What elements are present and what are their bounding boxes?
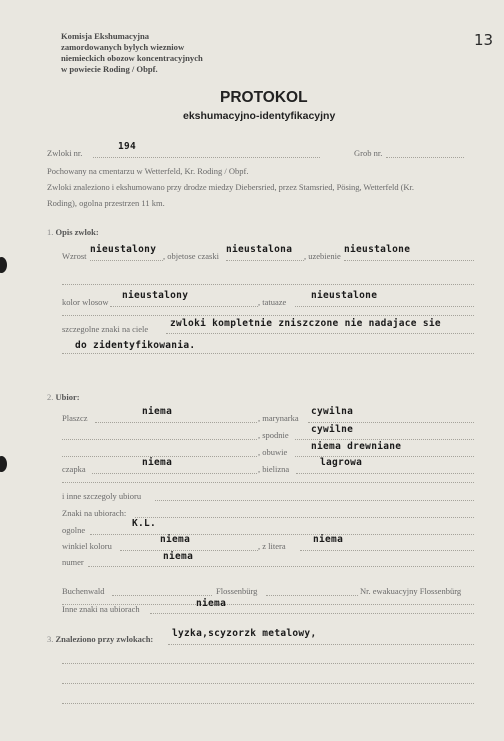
tatuaze-dotline (295, 306, 474, 307)
punch-hole-bottom (0, 456, 7, 472)
numer-dotline (88, 566, 474, 567)
znaki-dotline (166, 333, 474, 334)
org-line-3: niemieckich obozow koncentracyjnych (61, 53, 203, 63)
wzrost-value: nieustalony (90, 244, 157, 255)
plaszcz-dotline (95, 422, 257, 423)
spodnie-lead-dotline (62, 439, 257, 440)
tatuaze-value: nieustalone (311, 290, 378, 301)
wlosy-label: kolor wlosow (62, 297, 109, 307)
znaleziono-heading-text: Znaleziono przy zwlokach: (55, 634, 154, 644)
ubior-heading-text: Ubior: (55, 392, 80, 402)
protocol-subtitle: ekshumacyjno-identyfikacyjny (183, 110, 336, 122)
intro-line-1: Pochowany na cmentarzu w Wetterfeld, Kr. Roding / Obpf. (47, 166, 249, 176)
grob-label: Grob nr. (354, 148, 383, 158)
czapka-label: czapka (62, 464, 86, 474)
wlosy-value: nieustalony (122, 290, 189, 301)
marynarka-value: cywilna (311, 406, 354, 417)
marynarka-dotline (308, 422, 474, 423)
opis-heading-text: Opis zwlok: (55, 227, 99, 237)
bielizna-dotline (296, 473, 474, 474)
spodnie-label: , spodnie (258, 430, 289, 440)
wzrost-dotline (90, 260, 163, 261)
znaleziono-heading (47, 634, 153, 644)
bielizna-label: , bielizna (258, 464, 290, 474)
numer-label: numer (62, 557, 84, 567)
uzebienie-dotline (344, 260, 474, 261)
opis-number: 1. (47, 227, 54, 237)
numer-value: niema (163, 551, 194, 562)
czaszka-label: , objetose czaski (163, 251, 219, 261)
litera-dotline (300, 550, 474, 551)
protocol-title: PROTOKOL (220, 89, 308, 106)
winkiel-value: niema (160, 534, 191, 545)
znaleziono-blank-line-1 (62, 663, 474, 664)
inne-znaki-value: niema (196, 598, 227, 609)
znaki-dotline-2 (62, 353, 474, 354)
znaki-label: szczegolne znaki na ciele (62, 324, 149, 334)
plaszcz-value: niema (142, 406, 173, 417)
wlosy-dotline (110, 306, 258, 307)
czapka-dotline (92, 473, 257, 474)
org-line-4: w powiecie Roding / Obpf. (61, 64, 158, 74)
opis-blank-line-2 (62, 315, 474, 316)
czapka-value: niema (142, 457, 173, 468)
spodnie-dotline (295, 439, 474, 440)
ogolne-value: K.L. (132, 518, 157, 529)
spodnie-value: cywilne (311, 424, 354, 435)
flossenburg-label: Flossenbürg (216, 586, 258, 596)
uzebienie-value: nieustalone (344, 244, 411, 255)
zwloki-dotline (93, 157, 320, 158)
flossenburg-dotline (266, 595, 358, 596)
plaszcz-label: Plaszcz (62, 413, 88, 423)
znaki-value-1: zwloki kompletnie zniszczone nie nadajace sie (170, 318, 441, 329)
znaki-value-2: do zidentyfikowania. (75, 340, 196, 351)
litera-value: niema (313, 534, 344, 545)
marynarka-label: , marynarka (258, 413, 299, 423)
znaki-ubior-dotline (135, 517, 474, 518)
obuwie-value: niema drewniane (311, 441, 402, 452)
grob-dotline (386, 157, 464, 158)
ogolne-dotline (90, 534, 474, 535)
tatuaze-label: , tatuaze (258, 297, 287, 307)
obuwie-label: , obuwie (258, 447, 288, 457)
znaleziono-number: 3. (47, 634, 54, 644)
czaszka-value: nieustalona (226, 244, 293, 255)
ewakuacyjny-label: Nr. ewakuacyjny Flossenbürg (360, 586, 462, 596)
inne-szczegoly-dotline (155, 500, 474, 501)
zwloki-label: Zwloki nr. (47, 148, 83, 158)
czaszka-dotline (226, 260, 304, 261)
intro-line-2: Zwloki znaleziono i ekshumowano przy drodze miedzy Diebersried, przez Stamsried, Pösing, Wetterfeld (Kr. (47, 182, 414, 192)
winkiel-label: winkiel koloru (62, 541, 112, 551)
buchenwald-label: Buchenwald (62, 586, 105, 596)
znaki-ubior-label: Znaki na ubiorach: (62, 508, 127, 518)
punch-hole-top (0, 257, 7, 273)
buchenwald-dotline (112, 595, 212, 596)
ubior-heading (47, 392, 80, 402)
bielizna-value: lagrowa (320, 457, 363, 468)
znaleziono-value: lyzka,scyzorzk metalowy, (172, 628, 317, 639)
org-line-2: zamordowanych bylych wiezniow (61, 42, 185, 52)
litera-label: , z litera (258, 541, 286, 551)
ubior-blank-line (62, 482, 474, 483)
inne-znaki-label: Inne znaki na ubiorach (62, 604, 140, 614)
znaleziono-dotline (168, 644, 474, 645)
zwloki-value: 194 (118, 141, 137, 152)
intro-line-3: Roding), ogolna przestrzen 11 km. (47, 198, 165, 208)
org-line-1: Komisja Ekshumacyjna (61, 31, 150, 41)
znaleziono-blank-line-3 (62, 703, 474, 704)
page-number: 13 (474, 31, 494, 49)
ogolne-label: ogolne (62, 525, 86, 535)
inne-szczegoly-label: i inne szczegoly ubioru (62, 491, 142, 501)
inne-znaki-dotline (150, 613, 474, 614)
uzebienie-label: , uzebienie (304, 251, 341, 261)
znaleziono-blank-line-2 (62, 683, 474, 684)
ubior-number: 2. (47, 392, 54, 402)
opis-heading (47, 227, 99, 237)
wzrost-label: Wzrost (62, 251, 87, 261)
opis-blank-line (62, 284, 474, 285)
